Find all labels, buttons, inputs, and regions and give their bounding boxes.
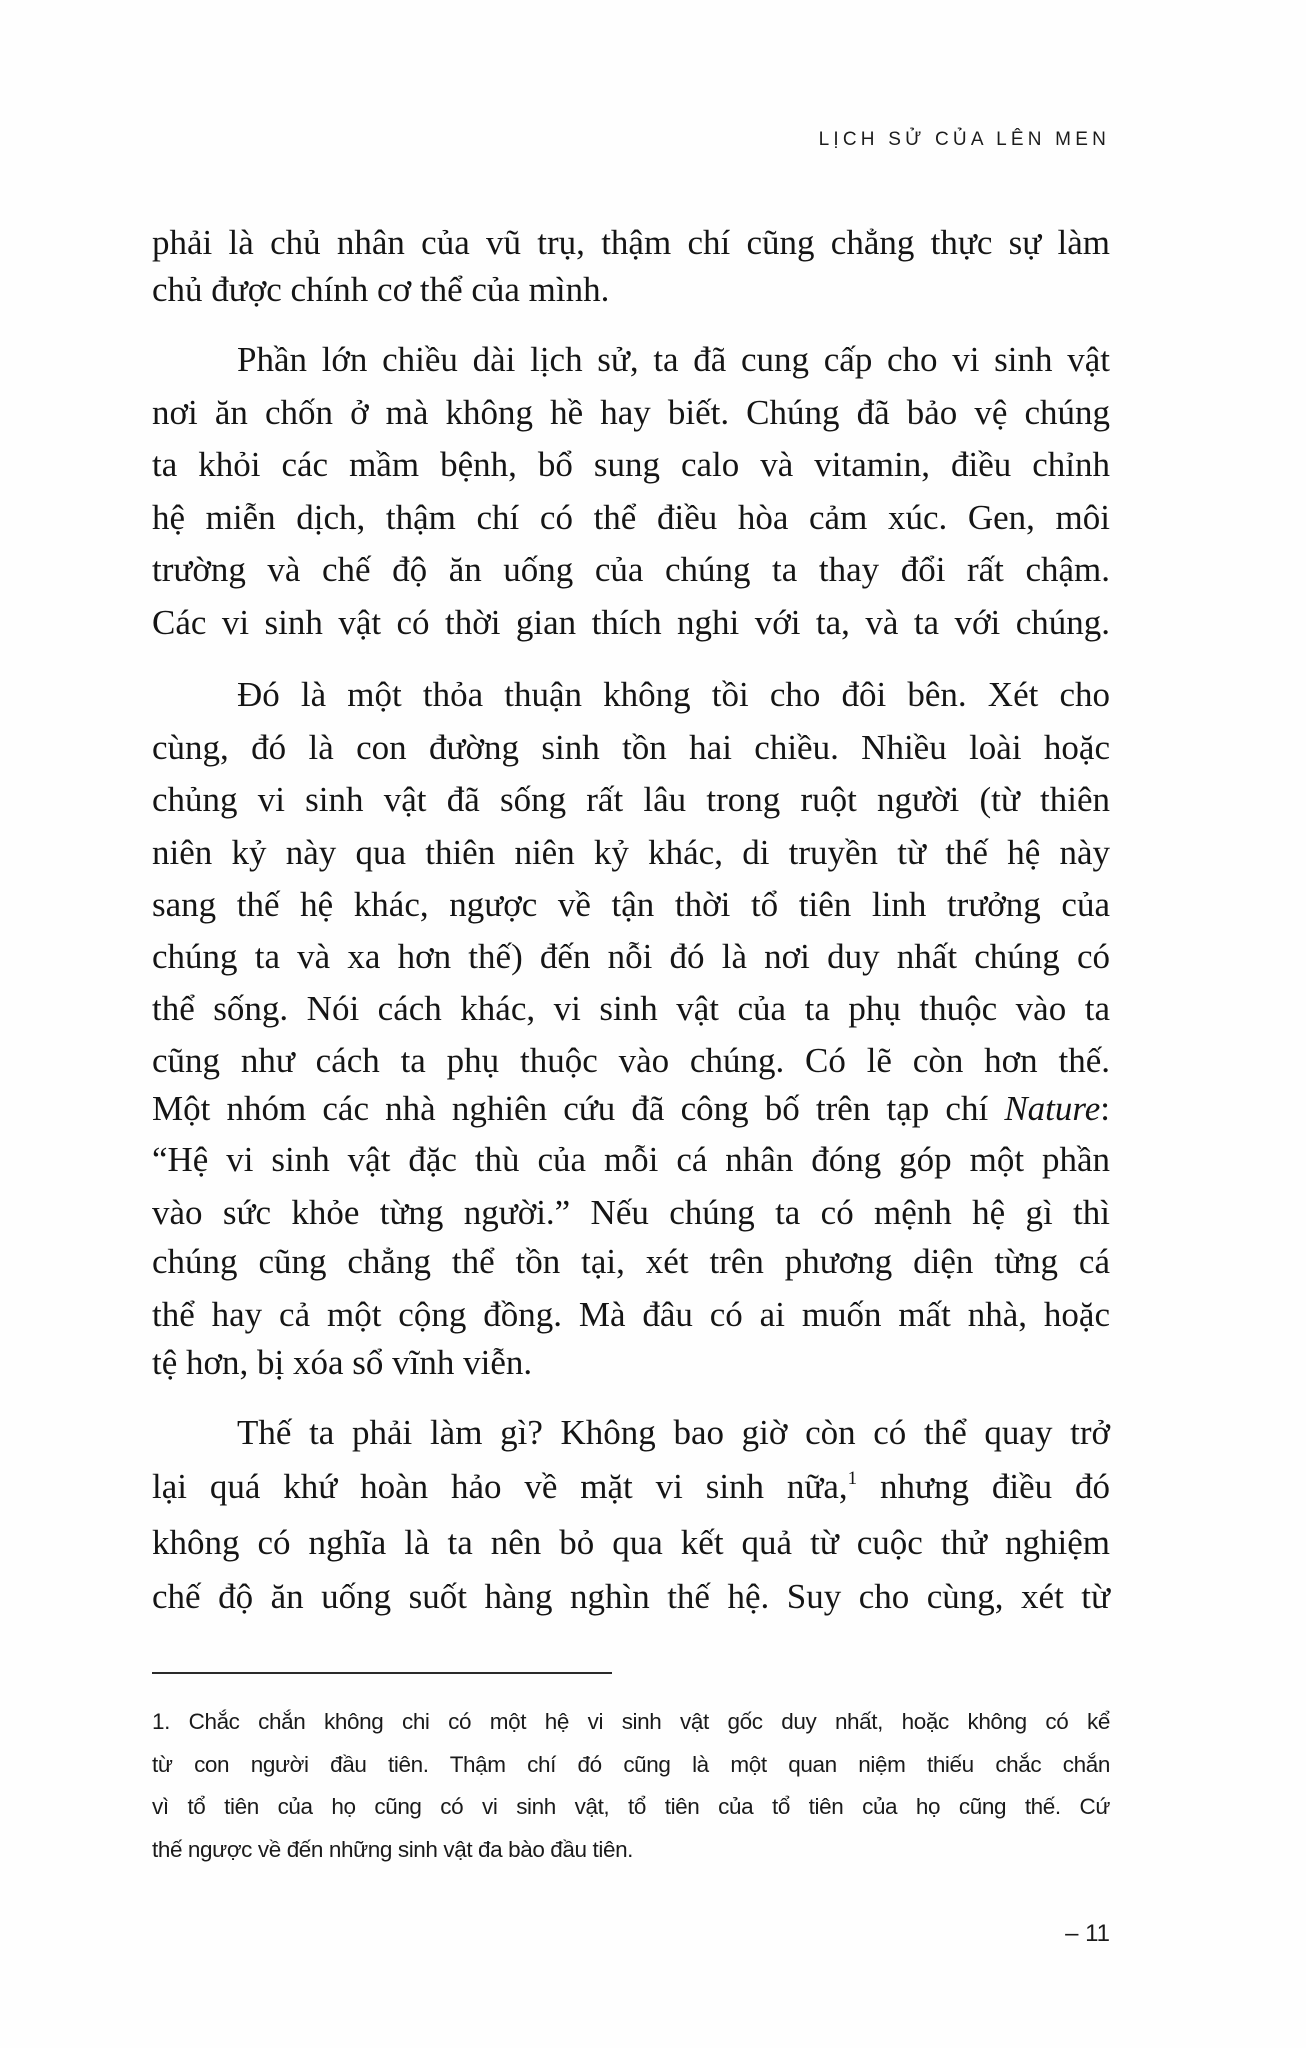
- footnote-line: 1. Chắc chắn không chi có một hệ vi sinh vật gốc duy nhất, hoặc không có kể: [152, 1709, 1110, 1734]
- body-line: sang thế hệ khác, ngược về tận thời tổ tiên linh trưởng của: [152, 885, 1110, 924]
- body-line-with-footnote-ref: [152, 1465, 1110, 1509]
- body-line: Phần lớn chiều dài lịch sử, ta đã cung cấp cho vi sinh vật: [237, 340, 1110, 379]
- body-line: phải là chủ nhân của vũ trụ, thậm chí cũng chẳng thực sự làm: [152, 223, 1110, 262]
- footnote-line: từ con người đầu tiên. Thậm chí đó cũng là một quan niệm thiếu chắc chắn: [152, 1752, 1110, 1777]
- body-line: chủng vi sinh vật đã sống rất lâu trong ruột người (từ thiên: [152, 780, 1110, 819]
- body-line: thể hay cả một cộng đồng. Mà đâu có ai muốn mất nhà, hoặc: [152, 1295, 1110, 1334]
- body-line: hệ miễn dịch, thậm chí có thể điều hòa cảm xúc. Gen, môi: [152, 498, 1110, 537]
- body-line: vào sức khỏe từng người.” Nếu chúng ta có mệnh hệ gì thì: [152, 1193, 1110, 1232]
- footnote-separator-rule: [152, 1672, 612, 1674]
- body-line: chủ được chính cơ thể của mình.: [152, 270, 610, 309]
- punctuation: :: [1100, 1089, 1110, 1128]
- body-line: Các vi sinh vật có thời gian thích nghi với ta, và ta với chúng.: [152, 603, 1110, 642]
- body-line: ta khỏi các mầm bệnh, bổ sung calo và vitamin, điều chỉnh: [152, 445, 1110, 484]
- journal-name-italic: Nature: [1004, 1089, 1101, 1128]
- body-line: trường và chế độ ăn uống của chúng ta thay đổi rất chậm.: [152, 550, 1110, 589]
- page-number: – 11: [1065, 1920, 1110, 1947]
- body-line: chế độ ăn uống suốt hàng nghìn thế hệ. Suy cho cùng, xét từ: [152, 1577, 1110, 1616]
- body-line: chúng ta và xa hơn thế) đến nỗi đó là nơi duy nhất chúng có: [152, 937, 1110, 976]
- body-line: tệ hơn, bị xóa sổ vĩnh viễn.: [152, 1343, 533, 1382]
- body-line-text: lại quá khứ hoàn hảo về mặt vi sinh nữa,: [152, 1467, 848, 1506]
- footnote-reference[interactable]: 1: [847, 1468, 858, 1489]
- body-line-text: nhưng điều đó: [857, 1467, 1110, 1506]
- body-line-text: Một nhóm các nhà nghiên cứu đã công bố trên tạp chí: [152, 1089, 1005, 1128]
- footnote-line: thế ngược về đến những sinh vật đa bào đầu tiên.: [152, 1837, 634, 1862]
- body-line: cùng, đó là con đường sinh tồn hai chiều. Nhiều loài hoặc: [152, 728, 1110, 767]
- body-line: chúng cũng chẳng thể tồn tại, xét trên phương diện từng cá: [152, 1242, 1110, 1281]
- body-line: Thế ta phải làm gì? Không bao giờ còn có thể quay trở: [237, 1413, 1110, 1452]
- footnote-line: vì tổ tiên của họ cũng có vi sinh vật, tổ tiên của tổ tiên của họ cũng thế. Cứ: [152, 1794, 1110, 1819]
- body-line: niên kỷ này qua thiên niên kỷ khác, di truyền từ thế hệ này: [152, 833, 1110, 872]
- body-line: nơi ăn chốn ở mà không hề hay biết. Chúng đã bảo vệ chúng: [152, 393, 1110, 432]
- body-line-with-italic: [152, 1087, 1110, 1131]
- body-line: “Hệ vi sinh vật đặc thù của mỗi cá nhân đóng góp một phần: [152, 1140, 1110, 1179]
- running-head: LỊCH SỬ CỦA LÊN MEN: [818, 129, 1110, 150]
- body-line: không có nghĩa là ta nên bỏ qua kết quả từ cuộc thử nghiệm: [152, 1523, 1110, 1562]
- body-line: cũng như cách ta phụ thuộc vào chúng. Có lẽ còn hơn thế.: [152, 1041, 1110, 1080]
- body-line: Đó là một thỏa thuận không tồi cho đôi bên. Xét cho: [237, 675, 1110, 714]
- body-line: thể sống. Nói cách khác, vi sinh vật của ta phụ thuộc vào ta: [152, 989, 1110, 1028]
